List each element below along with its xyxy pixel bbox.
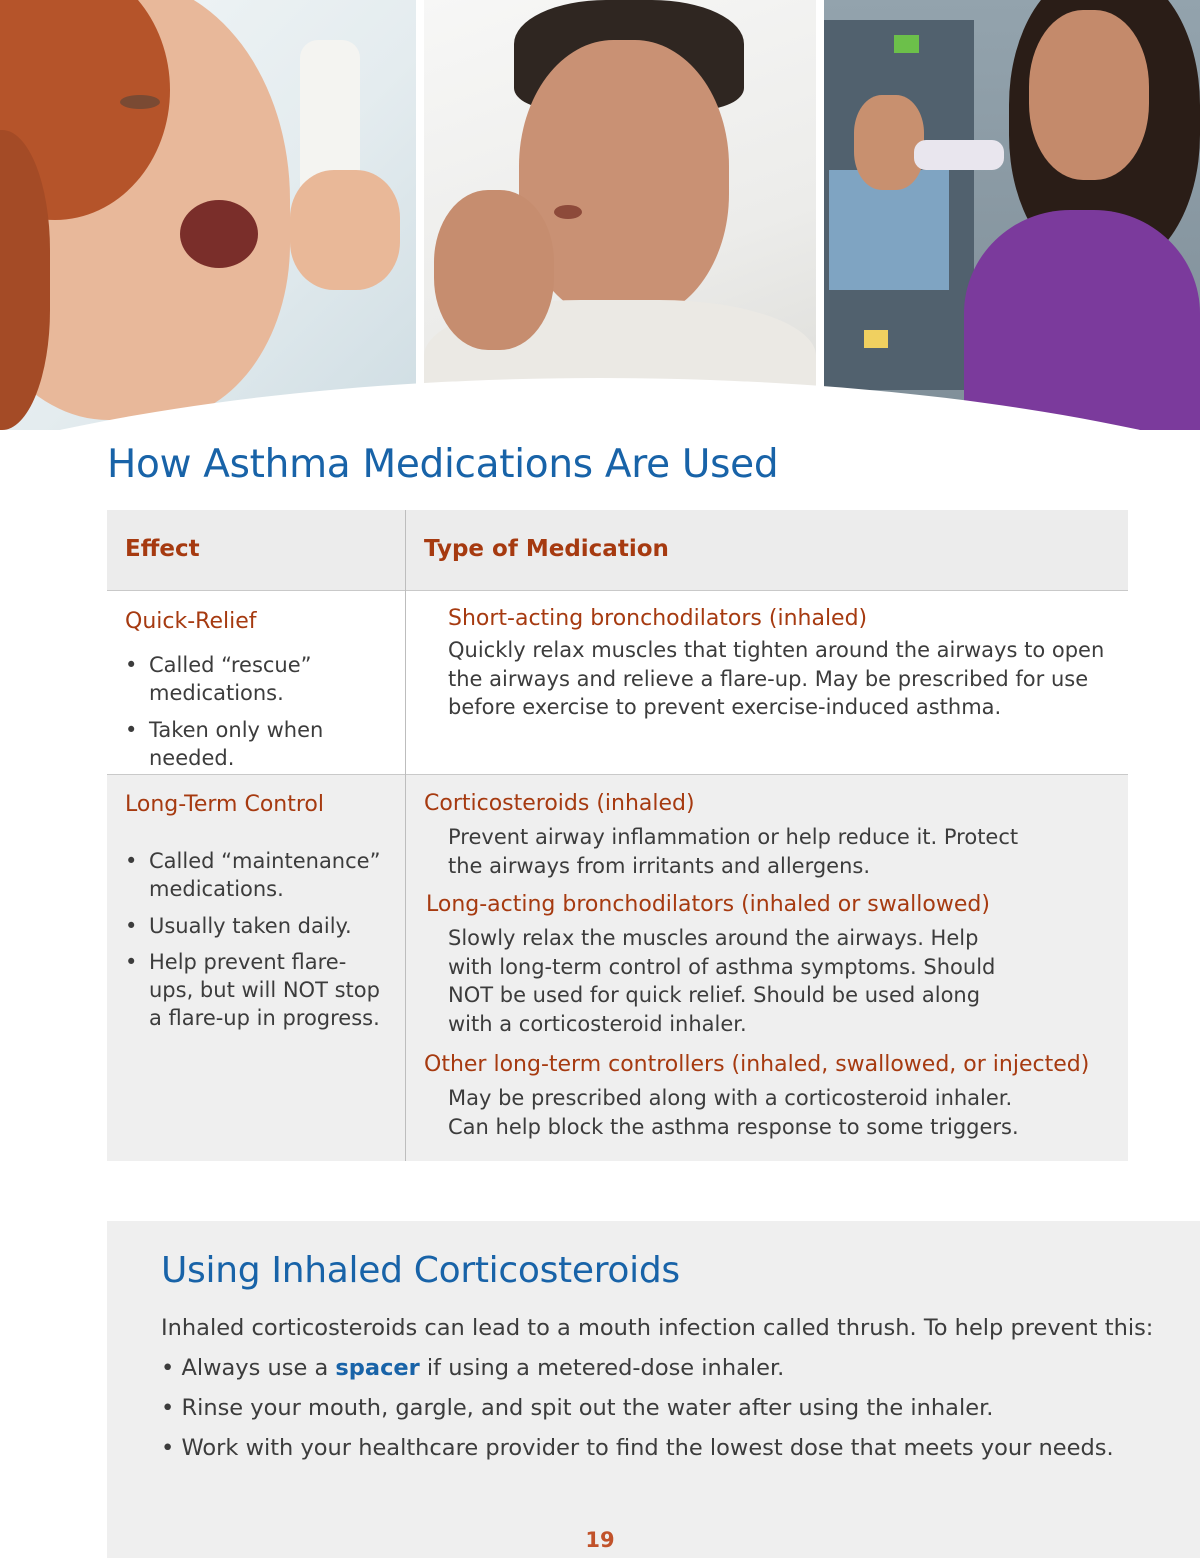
bullet-text: Taken only when needed. <box>149 718 324 770</box>
list-item <box>161 1355 784 1381</box>
bullet-marker: • <box>161 1355 175 1381</box>
list-item <box>125 847 389 903</box>
effect-label-quick-relief: Quick-Relief <box>125 609 257 634</box>
bullet-marker: • <box>125 914 138 938</box>
medication-table <box>107 510 1128 1161</box>
header-type-of-medication: Type of Medication <box>424 536 669 562</box>
bullet-marker: • <box>125 653 138 677</box>
description-line: the airways and relieve a flare-up. May be prescribed for use <box>448 666 1089 691</box>
table-header-row <box>107 510 1128 591</box>
page-title: How Asthma Medications Are Used <box>107 442 779 487</box>
page-number: 19 <box>585 1528 615 1552</box>
description-line: with a corticosteroid inhaler. <box>448 1011 747 1036</box>
description-line: the airways from irritants and allergens. <box>448 853 871 878</box>
bullet-marker: • <box>125 950 138 974</box>
bullet-text: Work with your healthcare provider to find the lowest dose that meets your needs. <box>181 1435 1114 1461</box>
column-divider <box>405 510 406 1161</box>
medication-name: Other long-term controllers (inhaled, swallowed, or injected) <box>424 1052 1090 1077</box>
list-item <box>125 651 349 707</box>
description-line: May be prescribed along with a corticosteroid inhaler. <box>448 1086 1013 1110</box>
section-intro: Inhaled corticosteroids can lead to a mouth infection called thrush. To help prevent this: <box>161 1315 1154 1341</box>
bullet-marker: • <box>161 1395 175 1421</box>
bullet-marker: • <box>125 718 138 742</box>
effect-label-long-term-control: Long-Term Control <box>125 792 324 817</box>
list-item <box>161 1395 993 1421</box>
medication-name: Short-acting bronchodilators (inhaled) <box>448 606 868 631</box>
bullet-text: Usually taken daily. <box>149 914 352 938</box>
medication-description <box>448 636 1104 722</box>
bullet-text: if using a metered-dose inhaler. <box>419 1355 785 1381</box>
description-line: NOT be used for quick relief. Should be used along <box>448 983 981 1007</box>
photo-girl-using-inhaler <box>824 0 1200 430</box>
medication-name: Long-acting bronchodilators (inhaled or swallowed) <box>426 892 990 917</box>
description-line: Can help block the asthma response to some triggers. <box>448 1114 1019 1139</box>
bullet-text: Called “maintenance” medications. <box>149 849 381 901</box>
medication-name: Corticosteroids (inhaled) <box>424 791 695 816</box>
description-line: with long-term control of asthma symptoms. Should <box>448 954 996 979</box>
bullet-text: Rinse your mouth, gargle, and spit out the water after using the inhaler. <box>181 1395 994 1421</box>
bullet-marker: • <box>125 849 138 873</box>
medication-description <box>448 1084 1019 1141</box>
section-title: Using Inhaled Corticosteroids <box>161 1250 680 1291</box>
description-line: Slowly relax the muscles around the airways. Help <box>448 926 979 950</box>
table-row-long-term-control <box>107 775 1128 1161</box>
list-item <box>125 912 389 940</box>
bullet-text: Always use a <box>181 1355 336 1381</box>
keyword-spacer: spacer <box>335 1355 420 1381</box>
bullet-marker: • <box>161 1435 175 1461</box>
table-row-quick-relief <box>107 591 1128 775</box>
photo-man-taking-pill <box>424 0 816 430</box>
header-photo-strip <box>0 0 1200 430</box>
description-line: Prevent airway inflammation or help reduce it. Protect <box>448 825 1019 849</box>
photo-woman-using-inhaler <box>0 0 416 430</box>
description-line: before exercise to prevent exercise-induced asthma. <box>448 695 1002 719</box>
list-item <box>161 1435 1114 1461</box>
inhaled-corticosteroids-panel <box>107 1221 1200 1558</box>
list-item <box>125 716 349 772</box>
medication-description <box>448 924 995 1038</box>
header-effect: Effect <box>125 536 200 562</box>
list-item <box>125 948 389 1032</box>
bullet-text: Help prevent flare-ups, but will NOT stop a flare-up in progress. <box>149 950 380 1030</box>
medication-description <box>448 823 1018 880</box>
description-line: Quickly relax muscles that tighten around the airways to open <box>448 638 1105 662</box>
bullet-text: Called “rescue” medications. <box>149 653 312 705</box>
